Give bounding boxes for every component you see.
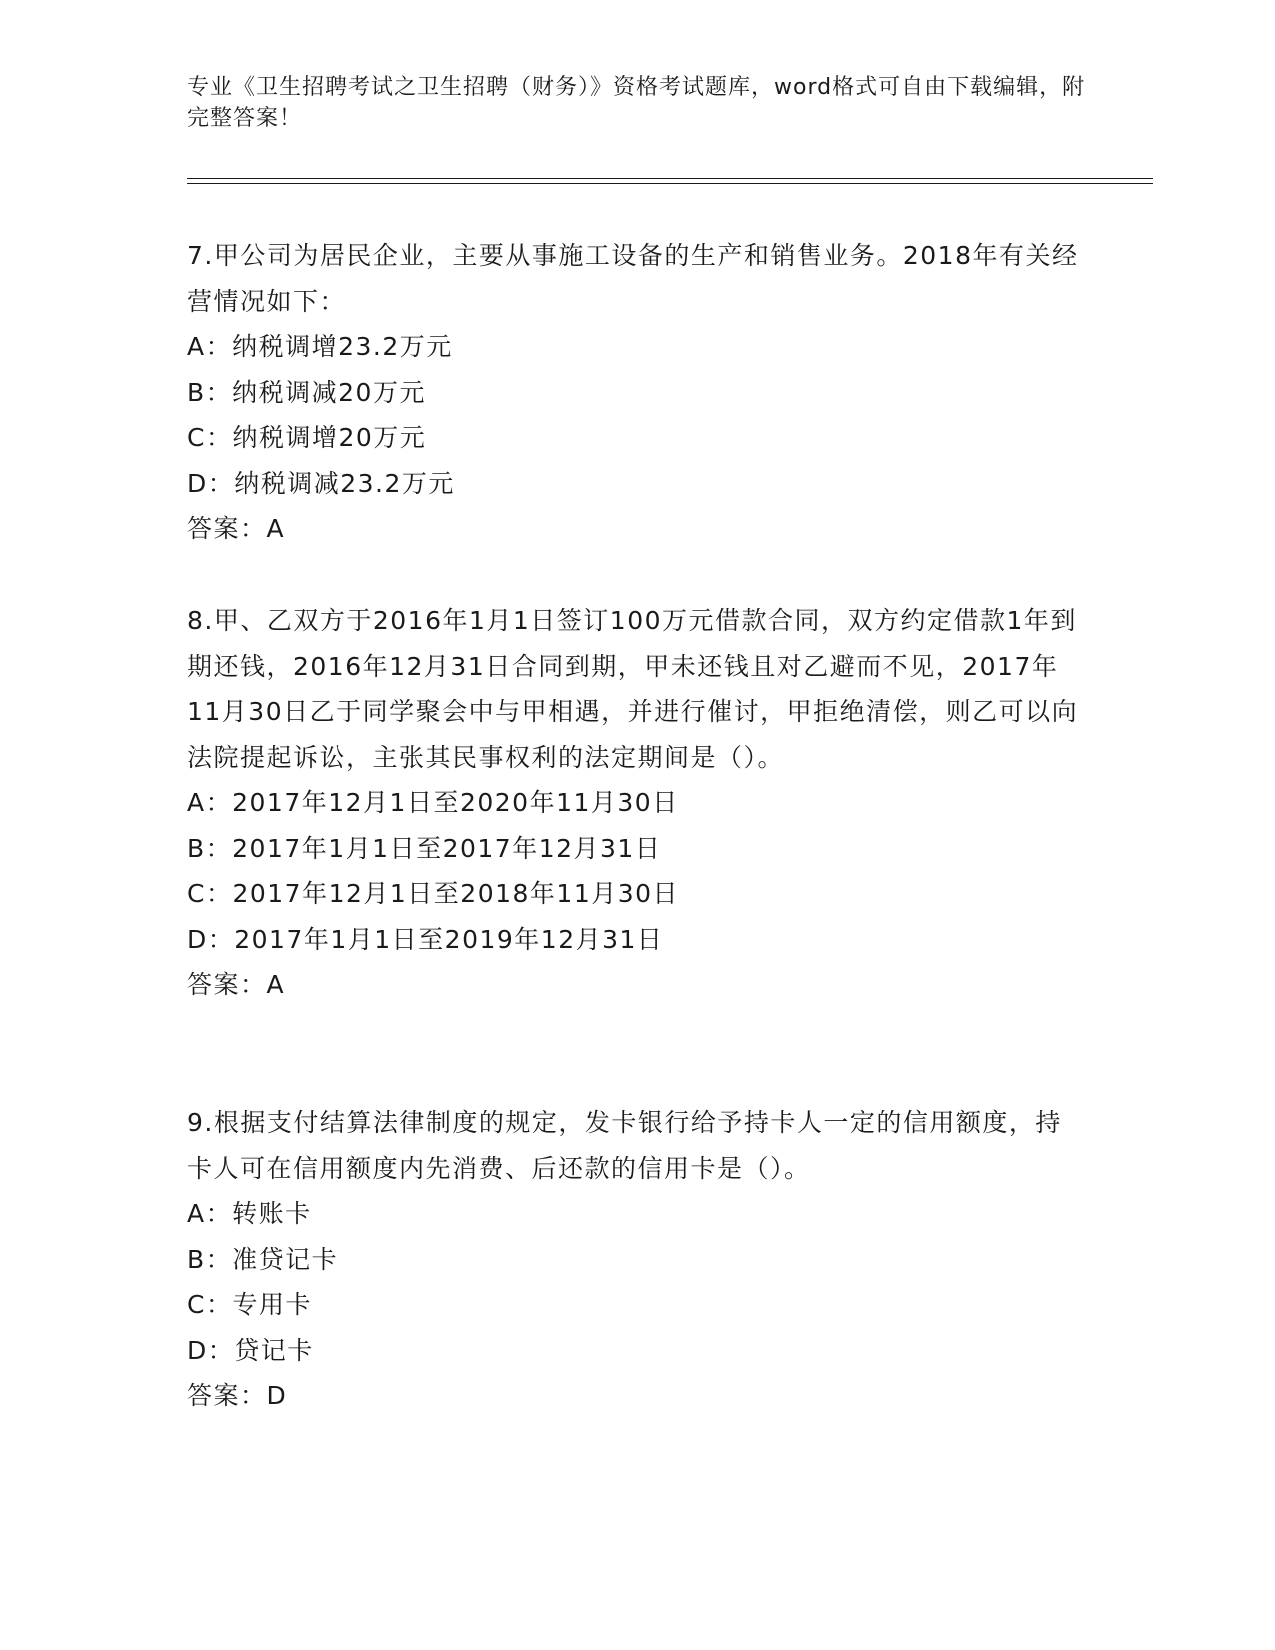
document-header: 专业《卫生招聘考试之卫生招聘（财务）》资格考试题库，word格式可自由下载编辑，附完整答案！: [187, 75, 1086, 131]
header-divider-bottom: [187, 183, 1153, 184]
option-d: D：贷记卡: [187, 1335, 314, 1365]
option-c: C：专用卡: [187, 1290, 312, 1319]
answer-line: 答案：A: [187, 970, 286, 999]
option-c: C：纳税调增20万元: [187, 423, 427, 452]
option-b: B：准贷记卡: [187, 1244, 339, 1274]
question-9: [187, 1100, 1087, 1419]
question-stem: 7.甲公司为居民企业，主要从事施工设备的生产和销售业务。2018年有关经营情况如下：: [187, 241, 1079, 316]
option-c: C：2017年12月1日至2018年11月30日: [187, 879, 680, 908]
option-d: D：纳税调减23.2万元: [187, 468, 455, 498]
question-stem: 8.甲、乙双方于2016年1月1日签订100万元借款合同，双方约定借款1年到期还钱，2016年12月31日合同到期，甲未还钱且对乙避而不见，2017年11月30日乙于同学聚会中与甲相遇，并进行催讨，甲拒绝清偿，则乙可以向法院提起诉讼，主张其民事权利的法定期间是（）。: [187, 606, 1079, 772]
answer-line: 答案：A: [187, 514, 286, 543]
answer-line: 答案：D: [187, 1381, 288, 1410]
option-a: A：纳税调增23.2万元: [187, 332, 453, 361]
option-a: A：2017年12月1日至2020年11月30日: [187, 788, 679, 817]
question-7: [187, 233, 1087, 552]
option-d: D：2017年1月1日至2019年12月31日: [187, 924, 664, 954]
option-a: A：转账卡: [187, 1199, 312, 1228]
option-b: B：纳税调减20万元: [187, 377, 426, 407]
header-divider-top: [187, 178, 1153, 179]
question-stem: 9.根据支付结算法律制度的规定，发卡银行给予持卡人一定的信用额度，持卡人可在信用额度内先消费、后还款的信用卡是（）。: [187, 1108, 1062, 1183]
question-8: [187, 598, 1087, 1008]
option-b: B：2017年1月1日至2017年12月31日: [187, 833, 662, 863]
